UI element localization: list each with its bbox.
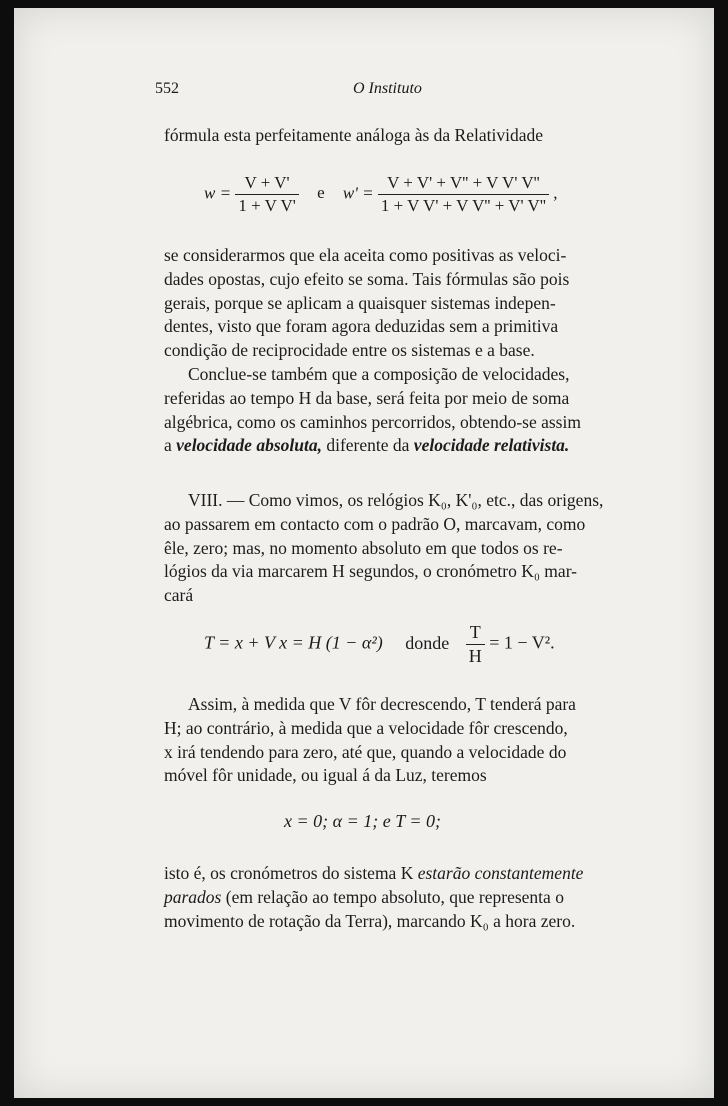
- para2-line: dades opostas, cujo efeito se soma. Tais fórmulas são pois: [164, 268, 570, 289]
- para5-line: Assim, à medida que V fôr decrescendo, T tenderá para: [188, 694, 576, 714]
- para6-l2-rest: (em relação ao tempo absoluto, que representa o: [225, 886, 564, 907]
- para3-pre: a: [164, 435, 172, 456]
- paragraph-3: [164, 363, 638, 458]
- formula1-lhs2: w' =: [342, 183, 374, 203]
- formula1-fraction-1: [235, 173, 299, 216]
- formula1-trail: ,: [553, 183, 558, 203]
- formula3-expr: x = 0; α = 1; e T = 0;: [284, 811, 442, 831]
- running-header: [155, 80, 635, 104]
- formula-composition: [204, 173, 557, 216]
- formula2-numerator: T: [466, 622, 485, 645]
- book-page: [14, 8, 714, 1098]
- term-constantly-stopped: estarão constantemente: [417, 863, 584, 883]
- journal-title: O Instituto: [353, 80, 422, 97]
- para3-last-line: [164, 434, 638, 458]
- formula2-rhs: = 1 − V².: [489, 632, 555, 653]
- term-stopped: parados: [164, 886, 222, 907]
- paragraph-1: [164, 124, 638, 148]
- page-number: 552: [155, 80, 179, 97]
- para5-line: x irá tendendo para zero, até que, quando a velocidade do: [164, 741, 567, 762]
- para4-line: VIII. — Como vimos, os relógios K₀, K'₀, etc., das origens,: [188, 490, 604, 510]
- paragraph-4: [164, 489, 638, 608]
- formula1-f1-numerator: V + V': [235, 173, 299, 195]
- para3-mid: diferente da: [326, 435, 410, 456]
- para4-line: êle, zero; mas, no momento absoluto em que todos os re-: [164, 537, 563, 558]
- formula2-donde: donde: [405, 632, 450, 653]
- term-relativist-velocity: velocidade relativista.: [413, 435, 570, 456]
- para2-line: se considerarmos que ela aceita como positivas as veloci-: [164, 245, 567, 265]
- formula1-f2-denominator: 1 + V V' + V V'' + V' V'': [380, 196, 546, 215]
- para4-line: ao passarem em contacto com o padrão O, marcavam, como: [164, 513, 586, 534]
- paragraph-2: [164, 244, 638, 363]
- formula1-f1-denominator: 1 + V V': [238, 196, 296, 215]
- para2-line: condição de reciprocidade entre os sistemas e a base.: [164, 340, 535, 361]
- para6-l1-pre: isto é, os cronómetros do sistema K: [164, 863, 414, 883]
- formula2-fraction: [466, 622, 485, 667]
- para3-line: algébrica, como os caminhos percorridos, obtendo-se assim: [164, 411, 581, 432]
- formula2-expr: T = x + V x = H (1 − α²): [204, 632, 383, 653]
- para4-line: cará: [164, 585, 194, 606]
- para2-line: dentes, visto que foram agora deduzidas sem a primitiva: [164, 316, 559, 337]
- para3-line: Conclue-se também que a composição de velocidades,: [188, 364, 570, 384]
- formula1-f2-numerator: V + V' + V'' + V V' V'': [378, 173, 549, 195]
- para5-line: H; ao contrário, à medida que a velocidade fôr crescendo,: [164, 717, 568, 738]
- paragraph-6: [164, 862, 638, 933]
- para3-line: referidas ao tempo H da base, será feita por meio de soma: [164, 387, 570, 408]
- formula-clock: [204, 622, 555, 667]
- para4-line: lógios da via marcarem H segundos, o cronómetro K₀ mar-: [164, 561, 577, 582]
- para2-line: gerais, porque se aplicam a quaisquer sistemas indepen-: [164, 292, 556, 313]
- para6-line-2: [164, 886, 638, 910]
- para6-line-1: [164, 862, 638, 886]
- formula1-lhs: w =: [204, 183, 232, 203]
- para5-line: móvel fôr unidade, ou igual á da Luz, teremos: [164, 765, 487, 786]
- formula-limit: [284, 811, 441, 832]
- formula2-denominator: H: [468, 646, 482, 666]
- term-absolute-velocity: velocidade absoluta,: [176, 435, 322, 456]
- formula1-fraction-2: [378, 173, 549, 216]
- formula1-connector: e: [317, 183, 325, 203]
- paragraph-5: [164, 693, 638, 788]
- para6-line-3: movimento de rotação da Terra), marcando K₀ a hora zero.: [164, 910, 576, 931]
- para1-text: fórmula esta perfeitamente análoga às da Relatividade: [164, 125, 543, 145]
